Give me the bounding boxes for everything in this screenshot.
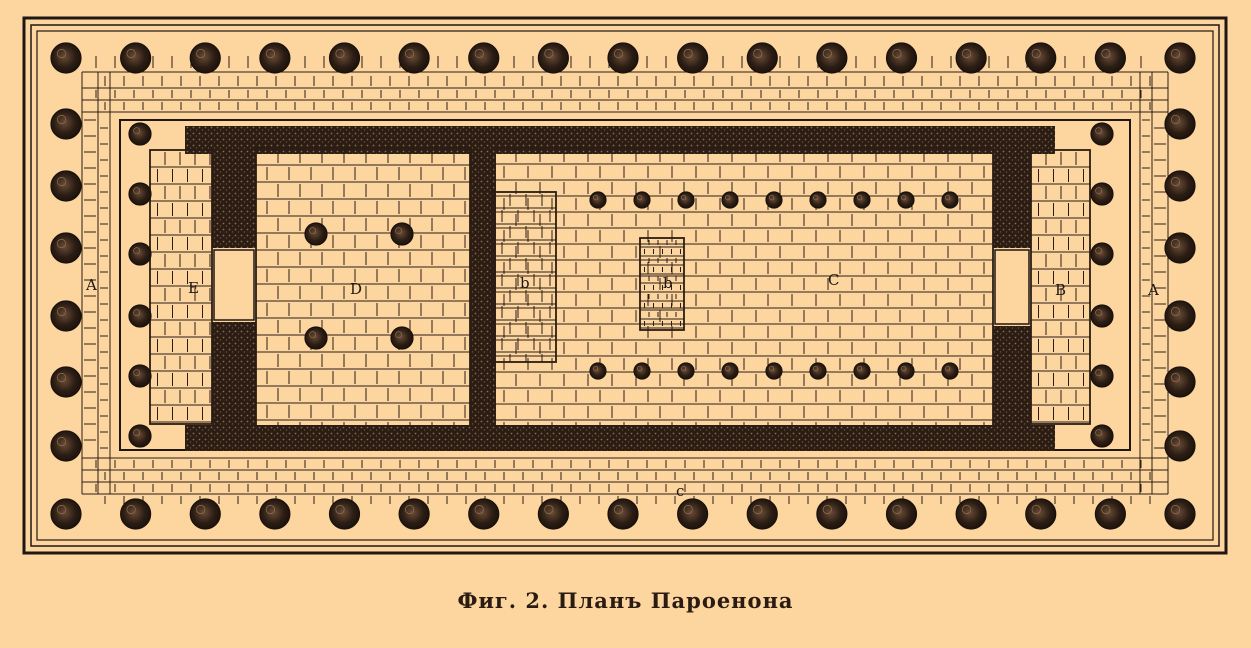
label-d: D [350,280,363,298]
label-a-left: A [86,276,97,294]
label-c: C [828,271,840,289]
figure-caption: Фиг. 2. Планъ Пароенона [457,588,794,613]
label-a-right: A [1148,281,1159,299]
label-e: E [188,279,199,297]
label-b-statue: b [663,274,673,292]
label-b: B [1055,281,1067,299]
west-doorway [214,250,254,320]
label-b-room: b [520,274,530,292]
naos-outline [120,120,1130,450]
label-c-small: c [676,482,685,500]
east-doorway [995,250,1029,324]
